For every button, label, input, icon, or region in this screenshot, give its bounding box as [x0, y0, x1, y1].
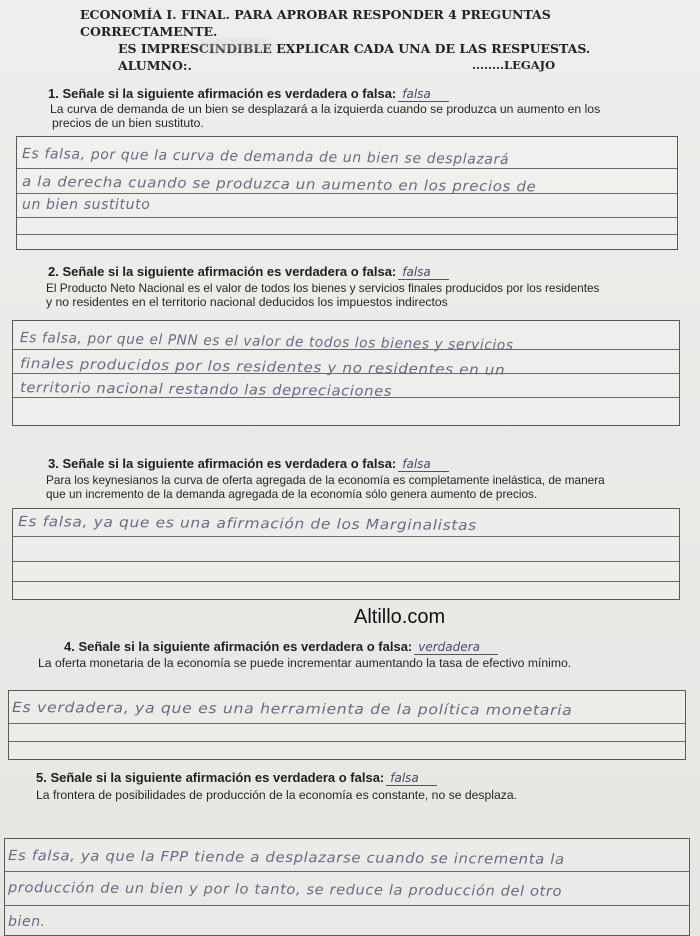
question-4-handwriting-line: Es verdadera, ya que es una herramienta de la política monetaria: [11, 700, 573, 719]
question-2-handwriting-line: finales producidos por los residentes y no residentes en un: [19, 356, 506, 379]
question-5-handwriting-line: Es falsa, ya que la FPP tiende a desplazarse cuando se incrementa la: [7, 848, 565, 868]
exam-header: [70, 6, 670, 74]
question-3-handwriting-line: Es falsa, ya que es una afirmación de los Marginalistas: [17, 514, 477, 535]
question-5-title: 5. Señale si la siguiente afirmación es verdadera o falsa: falsa: [36, 770, 437, 785]
redacted-name: [200, 40, 270, 52]
question-1-answer: falsa: [398, 87, 449, 102]
question-4-answer: verdadera: [414, 640, 498, 655]
question-5-handwriting-line: producción de un bien y por lo tanto, se reduce la producción del otro: [7, 880, 563, 900]
header-student: ALUMNO:.: [118, 58, 192, 73]
watermark: Altillo.com: [354, 606, 446, 628]
question-5-answer: falsa: [386, 771, 437, 786]
question-1-handwriting-line: Es falsa, por que la curva de demanda de un bien se desplazará: [21, 146, 510, 168]
header-instruction: ES IMPRESCINDIBLE EXPLICAR CADA UNA DE LAS RESPUESTAS.: [118, 41, 591, 56]
question-5-text: La frontera de posibilidades de producción de la economía es constante, no se desplaza.: [36, 788, 518, 802]
question-1-title: 1. Señale si la siguiente afirmación es verdadera o falsa: falsa: [48, 86, 449, 101]
question-2-text: El Producto Neto Nacional es el valor de todos los bienes y servicios finales producidos por los residentes y no residentes en el territorio nacional deducidos los impuestos indirectos: [46, 281, 600, 309]
question-2-title: 2. Señale si la siguiente afirmación es verdadera o falsa: falsa: [48, 264, 449, 279]
question-4-title: 4. Señale si la siguiente afirmación es verdadera o falsa: verdadera: [64, 639, 498, 654]
question-3-title: 3. Señale si la siguiente afirmación es verdadera o falsa: falsa: [48, 456, 449, 471]
question-5-handwriting-line: bien.: [8, 914, 46, 930]
header-legajo: ........LEGAJO: [472, 58, 556, 72]
header-title: ECONOMÍA I. FINAL. PARA APROBAR RESPONDER 4 PREGUNTAS CORRECTAMENTE.: [80, 7, 551, 39]
question-3-text: Para los keynesianos la curva de oferta agregada de la economía es completamente inelástica, de manera que un incremento de la demanda agregada de la economía sólo genera aumento de precios.: [46, 473, 605, 501]
question-1-handwriting-line: a la derecha cuando se produzca un aumento en los precios de: [21, 174, 537, 196]
question-3-answer: falsa: [398, 457, 449, 472]
question-1-handwriting-line: un bien sustituto: [22, 197, 151, 213]
question-4-text: La oferta monetaria de la economía se puede incrementar aumentando la tasa de efectivo mínimo.: [38, 656, 572, 670]
question-2-answer: falsa: [398, 265, 449, 280]
question-1-text: La curva de demanda de un bien se desplazará a la izquierda cuando se produzca un aumento en los precios de un bien sustituto.: [50, 102, 601, 130]
question-2-handwriting-line: territorio nacional restando las depreciaciones: [19, 380, 393, 400]
question-2-handwriting-line: Es falsa, por que el PNN es el valor de todos los bienes y servicios: [19, 330, 514, 354]
